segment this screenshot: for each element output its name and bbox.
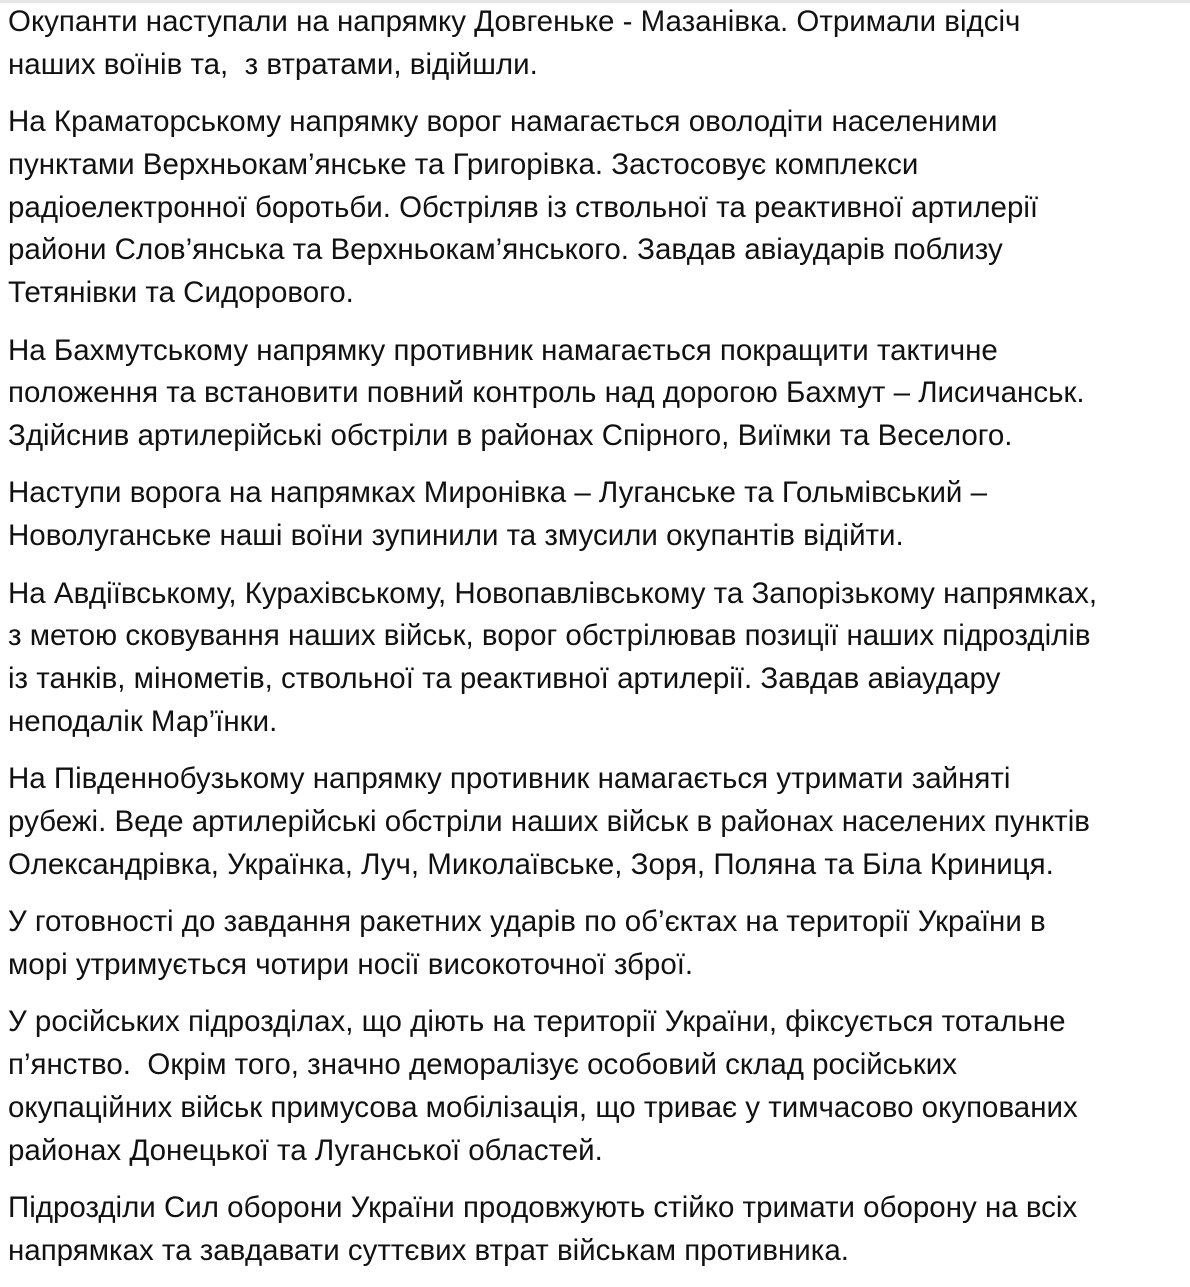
text-line: з метою сковування наших військ, ворог обстрілював позиції наших підрозділів bbox=[8, 619, 1091, 653]
text-line: рубежі. Веде артилерійські обстріли наших військ в районах населених пунктів bbox=[8, 805, 1090, 839]
text-line: напрямках та завдавати суттєвих втрат військам противника. bbox=[8, 1233, 849, 1267]
text-line: морі утримується чотири носії високоточної зброї. bbox=[8, 947, 694, 981]
text-line: районах Донецької та Луганської областей. bbox=[8, 1133, 603, 1167]
text-line: У російських підрозділах, що діють на території України, фіксується тотальне bbox=[8, 1005, 1066, 1039]
text-line: Тетянівки та Сидорового. bbox=[8, 276, 354, 310]
text-line: неподалік Мар’їнки. bbox=[8, 704, 278, 738]
text-line: із танків, мінометів, ствольної та реактивної артилерії. Завдав авіаудару bbox=[8, 662, 1001, 696]
text-line: Підрозділи Сил оборони України продовжують стійко тримати оборону на всіх bbox=[8, 1190, 1078, 1224]
paragraph bbox=[8, 1187, 1190, 1273]
text-line: радіоелектронної боротьби. Обстріляв із ствольної та реактивної артилерії bbox=[8, 190, 1039, 224]
text-line: наших воїнів та, з втратами, відійшли. bbox=[8, 47, 538, 81]
text-line: Новолуганське наші воїни зупинили та змусили окупантів відійти. bbox=[8, 519, 904, 553]
paragraph bbox=[8, 573, 1190, 744]
text-line: У готовності до завдання ракетних ударів по об’єктах на території України в bbox=[8, 905, 1046, 939]
text-line: Окупанти наступали на напрямку Довгеньке - Мазанівка. Отримали відсіч bbox=[8, 5, 1021, 38]
paragraph bbox=[8, 758, 1190, 886]
text-line: На Авдіївському, Курахівському, Новопавлівському та Запорізькому напрямках, bbox=[8, 576, 1098, 610]
text-line: На Краматорському напрямку ворог намагається оволодіти населеними bbox=[8, 105, 998, 139]
text-line: п’янство. Окрім того, значно деморалізує особовий склад російських bbox=[8, 1048, 957, 1082]
text-line: пунктами Верхньокам’янське та Григорівка. Застосовує комплекси bbox=[8, 147, 919, 181]
paragraph bbox=[8, 1, 1190, 87]
text-line: На Бахмутському напрямку противник намагається покращити тактичне bbox=[8, 333, 998, 367]
post-text bbox=[8, 1, 1190, 1287]
paragraph bbox=[8, 901, 1190, 987]
text-line: Олександрівка, Українка, Луч, Миколаївське, Зоря, Поляна та Біла Криниця. bbox=[8, 847, 1054, 881]
paragraph bbox=[8, 101, 1190, 315]
text-line: Здійснив артилерійські обстріли в районах Спірного, Виїмки та Веселого. bbox=[8, 419, 1013, 453]
text-line: На Південнобузькому напрямку противник намагається утримати зайняті bbox=[8, 762, 1011, 796]
text-line: положення та встановити повний контроль над дорогою Бахмут – Лисичанськ. bbox=[8, 376, 1085, 410]
text-line: окупаційних військ примусова мобілізація, що триває у тимчасово окупованих bbox=[8, 1090, 1078, 1124]
text-line: райони Слов’янська та Верхньокам’янського. Завдав авіаударів поблизу bbox=[8, 233, 1003, 267]
paragraph bbox=[8, 472, 1190, 558]
paragraph bbox=[8, 330, 1190, 458]
text-line: Наступи ворога на напрямках Миронівка – Луганське та Гольмівський – bbox=[8, 476, 988, 510]
paragraph bbox=[8, 1001, 1190, 1172]
